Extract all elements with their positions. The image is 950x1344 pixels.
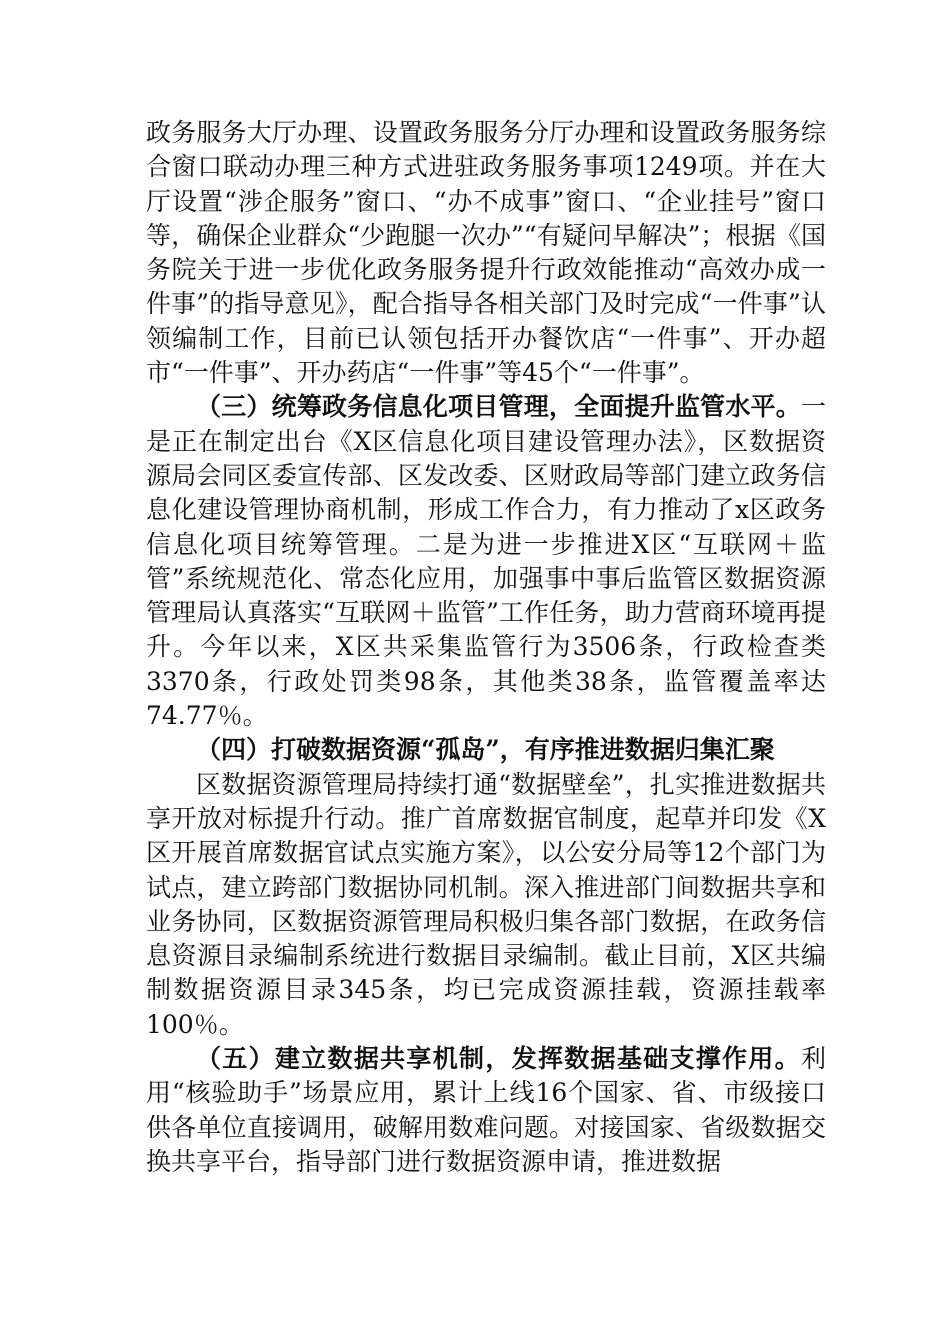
section-heading-3: （三）统筹政务信息化项目管理，全面提升监管水平。 bbox=[196, 392, 801, 422]
paragraph-informatization bbox=[146, 390, 826, 733]
paragraph-data-silos-heading bbox=[146, 733, 826, 767]
document-body bbox=[146, 116, 826, 1179]
paragraph-data-catalog bbox=[146, 768, 826, 1042]
paragraph-data-sharing bbox=[146, 1042, 826, 1179]
paragraph-text: 利用“核验助手”场景应用，累计上线16个国家、省、市级接口供各单位直接调用，破解用数难问题。对接国家、省级数据交换共享平台，指导部门进行数据资源申请，推进数据 bbox=[146, 1044, 826, 1176]
paragraph-text: 一是正在制定出台《X区信息化项目建设管理办法》，区数据资源局会同区委宣传部、区发改委、区财政局等部门建立政务信息化建设管理协商机制，形成工作合力，有力推动了x区政务信息化项目统筹管理。二是为进一步推进X区“互联网＋监管”系统规范化、常态化应用，加强事中事后监管区数据资源管理局认真落实“互联网＋监管”工作任务，助力营商环境再提升。今年以来，X区共采集监管行为3506条，行政检查类3370条，行政处罚类98条，其他类38条，监管覆盖率达74.77％。 bbox=[146, 392, 826, 731]
paragraph-text: 政务服务大厅办理、设置政务服务分厅办理和设置政务服务综合窗口联动办理三种方式进驻政务服务事项1249项。并在大厅设置“涉企服务”窗口、“办不成事”窗口、“企业挂号”窗口等，确保企业群众“少跑腿一次办”“有疑问早解决”；根据《国务院关于进一步优化政务服务提升行政效能推动“高效办成一件事”的指导意见》，配合指导各相关部门及时完成“一件事”认领编制工作，目前已认领包括开办餐饮店“一件事”、开办超市“一件事”、开办药店“一件事”等45个“一件事”。 bbox=[146, 118, 826, 388]
section-heading-4: （四）打破数据资源“孤岛”，有序推进数据归集汇聚 bbox=[196, 735, 775, 765]
paragraph-service-hall bbox=[146, 116, 826, 390]
paragraph-text: 区数据资源管理局持续打通“数据壁垒”，扎实推进数据共享开放对标提升行动。推广首席数据官制度，起草并印发《X区开展首席数据官试点实施方案》，以公安分局等12个部门为试点，建立跨部门数据协同机制。深入推进部门间数据共享和业务协同，区数据资源管理局积极归集各部门数据，在政务信息资源目录编制系统进行数据目录编制。截止目前，X区共编制数据资源目录345条，均已完成资源挂载，资源挂载率100％。 bbox=[146, 769, 826, 1039]
section-heading-5: （五）建立数据共享机制，发挥数据基础支撑作用。 bbox=[196, 1044, 801, 1074]
